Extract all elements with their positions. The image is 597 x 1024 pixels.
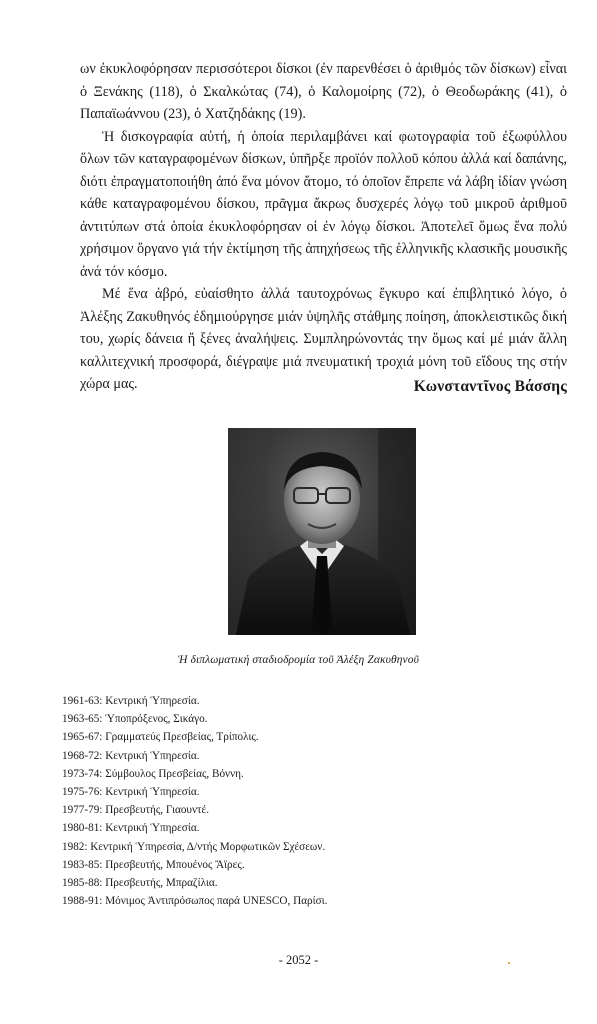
timeline-text: Κεντρική Ὑπηρεσία. [105, 695, 200, 707]
timeline-years: 1977-79: [62, 804, 103, 817]
timeline-text: Κεντρική Ὑπηρεσία. [105, 822, 200, 835]
timeline-years: 1965-67: [62, 731, 103, 744]
timeline-row [62, 801, 562, 819]
timeline-text: Πρεσβευτής, Γιαουντέ. [105, 804, 210, 817]
timeline-text: Ὑποπρόξενος, Σικάγο. [105, 713, 208, 726]
timeline-years: 1985-88: [62, 877, 103, 890]
timeline-row [62, 747, 562, 765]
timeline-years: 1983-85: [62, 858, 103, 871]
timeline-row [62, 783, 562, 801]
timeline-text: Γραμματεύς Πρεσβείας, Τρίπολις. [105, 731, 259, 744]
timeline-text: Κεντρική Ὑπηρεσία. [105, 749, 200, 762]
page-number: - 2052 - [278, 953, 319, 967]
author-signature: Κωνσταντῖνος Βάσσης [413, 378, 567, 395]
print-speck [508, 962, 510, 964]
timeline-text: Πρεσβευτής, Μπουένος Ἄϊρες. [105, 858, 245, 871]
timeline-years: 1980-81: [62, 822, 103, 835]
paragraph-3: Μέ ἕνα ἁβρό, εὐαίσθητο ἀλλά ταυτοχρόνως ἔγκυρο καί ἐπιβλητικό λόγο, ὁ Ἀλέξης Ζακυθηνός ἐδημιούργησε μιάν ὑψηλῆς στάθμης ποίηση, ἀποκλειστικῶς δική του, χωρίς δάνεια ἤ ξένες ἀναλήψεις. Συμπληρώνοντάς την ὅμως καί μέ μιάν ἄλλη καλλιτεχνική προσφορά, διέγραψε μιά πνευματική τροχιά μόνη τοῦ εἴδους της στήν χώρα μας. [80, 286, 567, 392]
career-timeline [62, 692, 562, 910]
timeline-years: 1975-76: [62, 786, 103, 799]
timeline-row [62, 728, 562, 746]
timeline-years: 1968-72: [62, 749, 103, 762]
paragraph-2: Ἡ δισκογραφία αὐτή, ἡ ὁποία περιλαμβάνει καί φωτογραφία τοῦ ἐξωφύλλου ὅλων τῶν καταγραφομένων δίσκων, ὑπῆρξε προϊόν πολλοῦ κόπου ἀλλά καί δαπάνης, διότι ἐπραγματοποιήθη ἀπό ἕνα μόνον ἄτομο, τό ὁποῖον ἔπρεπε νά λάβη ἰδίαν γνώση κάθε καταγραφομένου δίσκου, πρᾶγμα ἄκρως δυσχερές λόγῳ τοῦ μικροῦ ἀριθμοῦ ἀντιτύπων στά ὁποία ἐκυκλοφόρησαν οἱ ἐν λόγῳ δίσκοι. Ἀποτελεῖ ὅμως ἕνα πολύ χρήσιμον ὄργανο γιά τήν ἐκτίμηση τῆς ἀπηχήσεως τῆς ἑλληνικῆς κλασικῆς μουσικῆς ἀνά τόν κόσμο. [80, 128, 567, 280]
timeline-text: Κεντρική Ὑπηρεσία. [105, 786, 200, 799]
timeline-text: Σύμβουλος Πρεσβείας, Βόννη. [105, 767, 244, 780]
timeline-years: 1982: [62, 840, 88, 853]
timeline-years: 1961-63: [62, 695, 103, 707]
timeline-text: Μόνιμος Ἀντιπρόσωπος παρά UNESCO, Παρίσι. [105, 895, 328, 908]
timeline-row [62, 819, 562, 837]
timeline-row [62, 710, 562, 728]
timeline-row [62, 856, 562, 874]
timeline-row [62, 692, 562, 710]
timeline-row [62, 892, 562, 910]
paragraph-1: ων ἐκυκλοφόρησαν περισσότεροι δίσκοι (ἐν παρενθέσει ὁ ἀριθμός τῶν δίσκων) εἶναι ὁ Ξενάκης (118), ὁ Σκαλκώτας (74), ὁ Καλομοίρης (72), ὁ Θεοδωράκης (41), ὁ Παπαϊωάννου (23), ὁ Χατζηδάκης (19). [80, 61, 567, 122]
timeline-years: 1973-74: [62, 767, 103, 780]
portrait-photo [228, 428, 416, 635]
timeline-text: Πρεσβευτής, Μπραζίλια. [105, 877, 218, 890]
timeline-row [62, 874, 562, 892]
timeline-row [62, 765, 562, 783]
body-text [80, 58, 567, 396]
timeline-years: 1988-91: [62, 895, 103, 908]
photo-caption: Ἡ διπλωματική σταδιοδρομία τοῦ Ἀλέξη Ζακυθηνοῦ [178, 654, 419, 666]
timeline-row [62, 838, 562, 856]
timeline-years: 1963-65: [62, 713, 103, 726]
timeline-text: Κεντρική Ὑπηρεσία, Δ/ντής Μορφωτικῶν Σχέσεων. [90, 840, 326, 853]
